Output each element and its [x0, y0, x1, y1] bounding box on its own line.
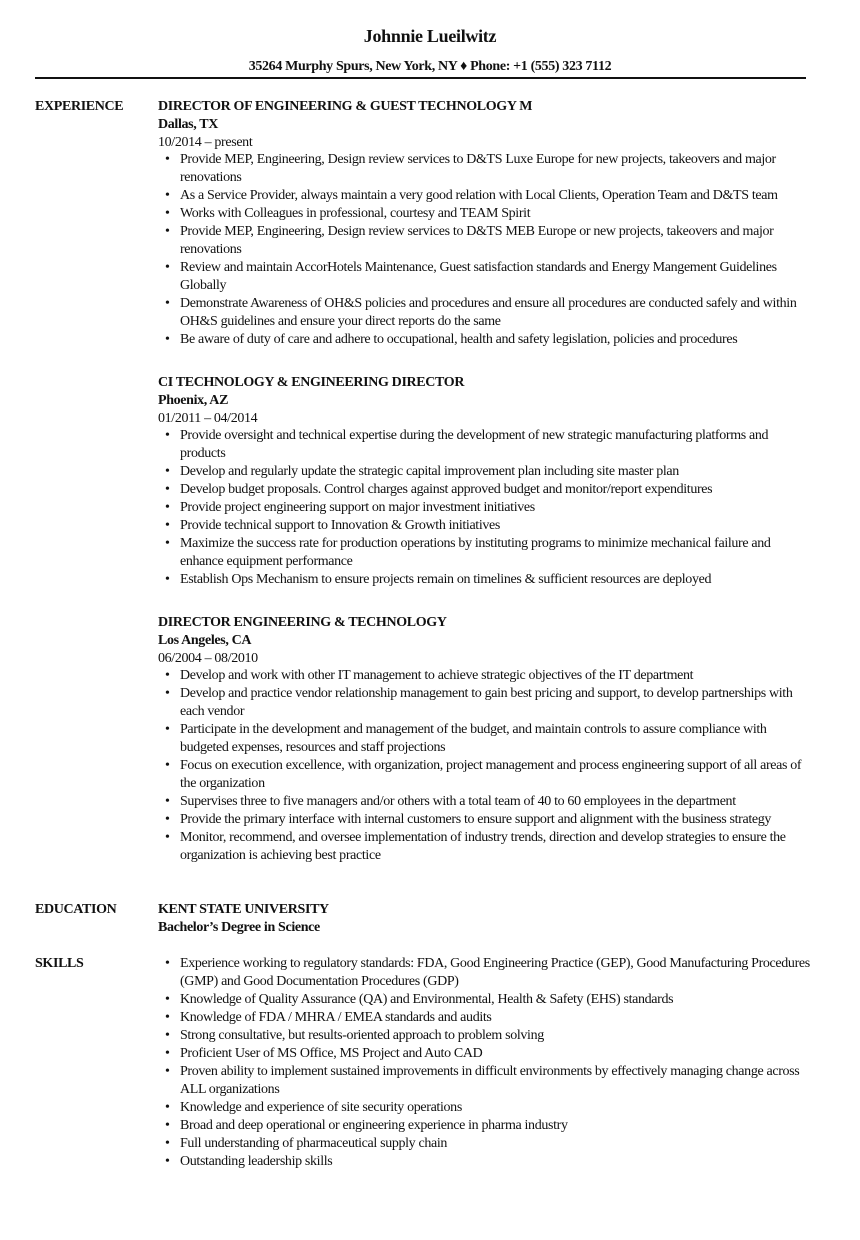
job-bullets [158, 667, 825, 865]
experience-section [35, 98, 825, 890]
skills-content [158, 955, 825, 1171]
job-dates: 06/2004 – 08/2010 [158, 651, 258, 666]
job-bullet: • As a Service Provider, always maintain a very good relation with Local Clients, Operation Team and D&TS team [158, 187, 812, 205]
skill-item: • Strong consultative, but results-oriented approach to problem solving [158, 1027, 812, 1045]
job-bullet: • Provide technical support to Innovation & Growth initiatives [158, 517, 812, 535]
job-dates: 10/2014 – present [158, 135, 253, 150]
experience-content [158, 98, 825, 890]
job-bullet: • Develop budget proposals. Control charges against approved budget and monitor/report expenditures [158, 481, 812, 499]
skill-item: • Knowledge and experience of site security operations [158, 1099, 812, 1117]
skills-list [158, 955, 825, 1171]
job-bullet: • Maximize the success rate for production operations by instituting programs to minimize mechanical failure and enhance equipment performance [158, 535, 812, 571]
job-bullets [158, 427, 825, 589]
job-bullet: • Demonstrate Awareness of OH&S policies and procedures and ensure all procedures are conducted safely and within OH&S guidelines and ensure your direct reports do the same [158, 295, 812, 331]
skills-section [35, 955, 825, 1171]
job-entry [158, 614, 825, 865]
skill-item: • Knowledge of FDA / MHRA / EMEA standards and audits [158, 1009, 812, 1027]
job-bullets [158, 151, 825, 349]
job-bullet: • Provide MEP, Engineering, Design review services to D&TS MEB Europe or new projects, takeovers and major renovations [158, 223, 812, 259]
resume-body [35, 98, 825, 1171]
job-location: Phoenix, AZ [158, 393, 229, 408]
job-bullet: • Develop and regularly update the strategic capital improvement plan including site master plan [158, 463, 812, 481]
job-entry [158, 98, 825, 349]
school-name: KENT STATE UNIVERSITY [158, 902, 329, 917]
skill-item: • Full understanding of pharmaceutical supply chain [158, 1135, 812, 1153]
job-bullet: • Be aware of duty of care and adhere to occupational, health and safety legislation, policies and procedures [158, 331, 812, 349]
job-bullet: • Provide MEP, Engineering, Design review services to D&TS Luxe Europe for new projects, takeovers and major renovations [158, 151, 812, 187]
skill-item: • Experience working to regulatory standards: FDA, Good Engineering Practice (GEP), Good Manufacturing Procedures (GMP) and Good Documentation Procedures (GDP) [158, 955, 812, 991]
education-section [35, 901, 825, 955]
contact-line: 35264 Murphy Spurs, New York, NY ♦ Phone: +1 (555) 323 7112 [248, 59, 612, 74]
skill-item: • Proven ability to implement sustained improvements in difficult environments by effectively managing change across ALL organizations [158, 1063, 812, 1099]
skill-item: • Knowledge of Quality Assurance (QA) and Environmental, Health & Safety (EHS) standards [158, 991, 812, 1009]
degree: Bachelor’s Degree in Science [158, 920, 320, 935]
job-entry [158, 374, 825, 589]
section-label-education: EDUCATION [35, 902, 117, 917]
job-bullet: • Monitor, recommend, and oversee implementation of industry trends, direction and develop strategies to ensure the organization is achieving best practice [158, 829, 812, 865]
job-bullet: • Participate in the development and management of the budget, and maintain controls to assure compliance with budgeted expenses, resources and staff projections [158, 721, 812, 757]
education-content [158, 901, 825, 937]
section-label-experience: EXPERIENCE [35, 99, 124, 114]
job-dates: 01/2011 – 04/2014 [158, 411, 258, 426]
job-bullet: • Provide the primary interface with internal customers to ensure support and alignment with the business strategy [158, 811, 812, 829]
job-bullet: • Establish Ops Mechanism to ensure projects remain on timelines & sufficient resources are deployed [158, 571, 812, 589]
section-label-skills: SKILLS [35, 956, 84, 971]
job-title: DIRECTOR OF ENGINEERING & GUEST TECHNOLOGY M [158, 99, 533, 114]
skill-item: • Outstanding leadership skills [158, 1153, 812, 1171]
job-bullet: • Provide project engineering support on major investment initiatives [158, 499, 812, 517]
header-divider [35, 77, 806, 79]
job-title: CI TECHNOLOGY & ENGINEERING DIRECTOR [158, 375, 465, 390]
job-bullet: • Works with Colleagues in professional, courtesy and TEAM Spirit [158, 205, 812, 223]
job-bullet: • Provide oversight and technical expertise during the development of new strategic manufacturing platforms and products [158, 427, 812, 463]
skill-item: • Broad and deep operational or engineering experience in pharma industry [158, 1117, 812, 1135]
job-location: Dallas, TX [158, 117, 219, 132]
skill-item: • Proficient User of MS Office, MS Project and Auto CAD [158, 1045, 812, 1063]
job-bullet: • Develop and practice vendor relationship management to gain best pricing and support, to develop partnerships with each vendor [158, 685, 812, 721]
job-title: DIRECTOR ENGINEERING & TECHNOLOGY [158, 615, 447, 630]
job-location: Los Angeles, CA [158, 633, 252, 648]
job-bullet: • Supervises three to five managers and/or others with a total team of 40 to 60 employees in the department [158, 793, 812, 811]
job-bullet: • Focus on execution excellence, with organization, project management and process engineering support of all areas of the organization [158, 757, 812, 793]
job-bullet: • Review and maintain AccorHotels Maintenance, Guest satisfaction standards and Energy Mangement Guidelines Globally [158, 259, 812, 295]
candidate-name: Johnnie Lueilwitz [363, 26, 497, 46]
job-bullet: • Develop and work with other IT management to achieve strategic objectives of the IT department [158, 667, 812, 685]
